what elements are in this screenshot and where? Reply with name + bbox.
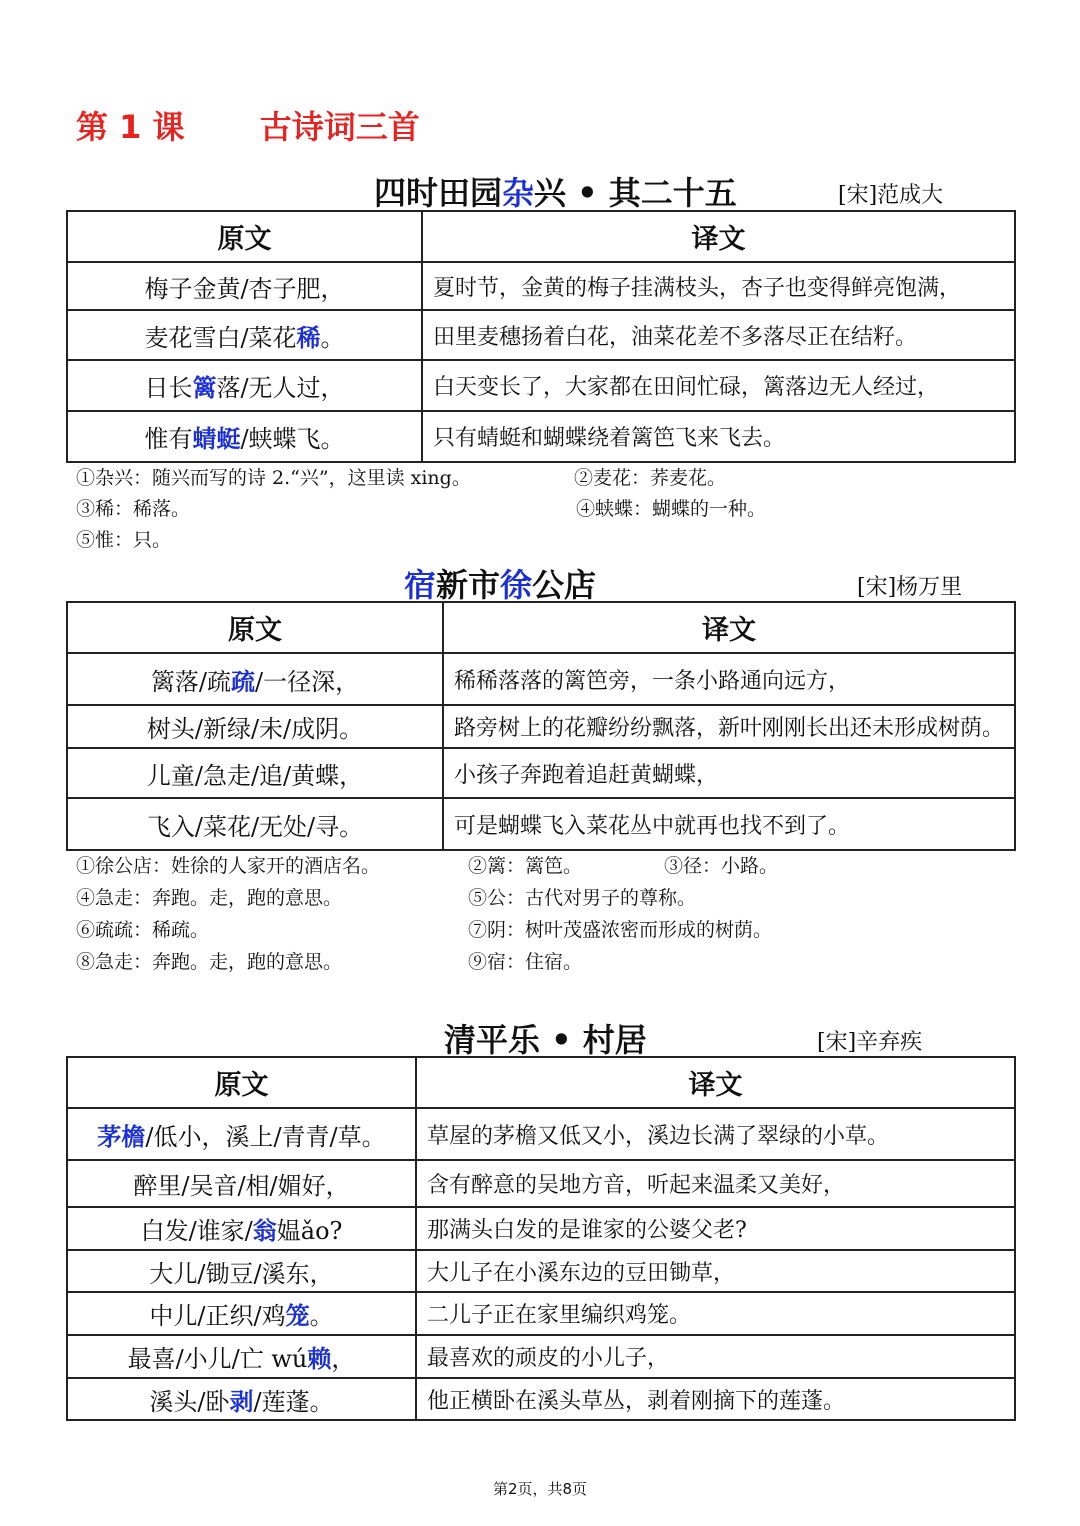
table-header-row [67, 1057, 1015, 1108]
highlighted-text: 篱 [192, 373, 217, 402]
poem-table [66, 1056, 1016, 1421]
note: ⑧急走：奔跑。走，跑的意思。 [76, 951, 343, 973]
text-segment: 中儿/正织/鸡 [149, 1302, 286, 1330]
lesson-heading [76, 102, 420, 148]
original-line [67, 1160, 416, 1207]
text-segment: 树头/新绿/未/成阴。 [146, 715, 364, 743]
text-segment: /一径深， [254, 667, 360, 696]
table-header-row [67, 602, 1015, 653]
text-segment: 麦花雪白/菜花 [144, 323, 297, 352]
text-segment: 。 [309, 1302, 334, 1330]
original-line [67, 1292, 416, 1335]
translation-line: 草屋的茅檐又低又小，溪边长满了翠绿的小草。 [416, 1108, 1015, 1160]
translation-line: 只有蜻蜓和蝴蝶绕着篱笆飞来飞去。 [422, 411, 1015, 462]
translation-line: 白天变长了，大家都在田间忙碌，篱落边无人经过， [422, 360, 1015, 411]
header-translation: 译文 [443, 602, 1015, 653]
header-original: 原文 [67, 602, 443, 653]
note: ②篱：篱笆。 [468, 855, 583, 877]
table-row [67, 705, 1015, 748]
original-line [67, 1207, 416, 1250]
translation-line: 大儿子在小溪东边的豆田锄草， [416, 1250, 1015, 1292]
original-line [67, 1108, 416, 1160]
text-segment: /低小，溪上/青青/草。 [145, 1122, 386, 1151]
highlighted-text: 翁 [252, 1216, 277, 1245]
table-row [67, 411, 1015, 462]
table-row [67, 360, 1015, 411]
text-segment: 公店 [532, 566, 597, 604]
poem-table [66, 210, 1016, 463]
text-segment: 溪头/卧 [149, 1387, 230, 1416]
translation-line: 稀稀落落的篱笆旁，一条小路通向远方， [443, 653, 1015, 705]
page-footer: 第2页，共8页 [492, 1480, 588, 1498]
original-line [67, 411, 422, 462]
original-line [67, 1378, 416, 1420]
note: ③稀：稀落。 [76, 498, 191, 520]
original-line [67, 705, 443, 748]
note: ⑥疏疏：稀疏。 [76, 919, 210, 941]
highlighted-text: 稀 [296, 322, 321, 352]
highlighted-text: 宿 [404, 566, 437, 604]
translation-line: 路旁树上的花瓣纷纷飘落，新叶刚刚长出还未形成树荫。 [443, 705, 1015, 748]
highlighted-text: 剥 [229, 1386, 254, 1416]
note: ①徐公店：姓徐的人家开的酒店名。 [76, 855, 381, 877]
table-row [67, 310, 1015, 360]
original-line [67, 1335, 416, 1378]
table-row [67, 748, 1015, 798]
text-segment: 清平乐 • 村居 [444, 1021, 647, 1059]
table-row [67, 1250, 1015, 1292]
text-segment: 最喜/小儿/亡 wú [127, 1345, 308, 1373]
text-segment: 梅子金黄/杏子肥， [144, 274, 345, 303]
header-translation: 译文 [422, 211, 1015, 262]
original-line [67, 360, 422, 411]
translation-line: 田里麦穗扬着白花，油菜花差不多落尽正在结籽。 [422, 310, 1015, 360]
table-row [67, 1292, 1015, 1335]
table-row [67, 262, 1015, 310]
highlighted-text: 蜻蜓 [192, 424, 241, 453]
text-segment: 篱落/疏 [150, 667, 231, 696]
lesson-number: 第 1 课 [76, 108, 185, 146]
original-line [67, 748, 443, 798]
table-row [67, 1207, 1015, 1250]
original-line [67, 1250, 416, 1292]
lesson-title: 古诗词三首 [259, 108, 420, 146]
text-segment: 落/无人过， [216, 374, 345, 402]
original-line [67, 262, 422, 310]
table-row [67, 653, 1015, 705]
text-segment: ， [331, 1345, 356, 1373]
text-segment: 白发/谁家/ [140, 1217, 253, 1245]
note: ④蛱蝶：蝴蝶的一种。 [576, 498, 767, 520]
translation-line: 小孩子奔跑着追赶黄蝴蝶， [443, 748, 1015, 798]
text-segment: 新市 [436, 566, 501, 604]
text-segment: 四时田园 [374, 174, 503, 212]
header-original: 原文 [67, 1057, 416, 1108]
highlighted-text: 杂 [502, 174, 535, 212]
note: ③径：小路。 [664, 855, 779, 877]
text-segment: 儿童/急走/追/黄蝶， [146, 761, 364, 790]
translation-line: 二儿子正在家里编织鸡笼。 [416, 1292, 1015, 1335]
highlighted-text: 疏 [230, 666, 255, 696]
table-row [67, 1378, 1015, 1420]
note: ④急走：奔跑。走，跑的意思。 [76, 887, 343, 909]
note: ⑦阴：树叶茂盛浓密而形成的树荫。 [468, 919, 773, 941]
note: ⑤惟：只。 [76, 529, 172, 551]
table-header-row [67, 211, 1015, 262]
poem-title [444, 1015, 647, 1061]
poem-title [404, 560, 596, 606]
text-segment: 惟有 [144, 425, 193, 453]
table-row [67, 1335, 1015, 1378]
text-segment: 。 [320, 323, 345, 352]
original-line [67, 798, 443, 850]
translation-line: 最喜欢的顽皮的小儿子， [416, 1335, 1015, 1378]
text-segment: 兴 • 其二十五 [534, 174, 737, 212]
text-segment: 大儿/锄豆/溪东， [149, 1259, 334, 1288]
text-segment: 媪ǎo? [276, 1217, 343, 1245]
translation-line: 含有醉意的吴地方音，听起来温柔又美好， [416, 1160, 1015, 1207]
highlighted-text: 茅檐 [97, 1121, 146, 1151]
note: ⑨宿：住宿。 [468, 951, 583, 973]
highlighted-text: 赖 [307, 1344, 332, 1373]
header-translation: 译文 [416, 1057, 1015, 1108]
text-segment: /蛱蝶飞。 [240, 425, 345, 453]
text-segment: 日长 [144, 374, 193, 402]
poem-title [374, 168, 737, 214]
poem-author: [宋]辛弃疾 [817, 1030, 923, 1055]
translation-line: 可是蝴蝶飞入菜花丛中就再也找不到了。 [443, 798, 1015, 850]
highlighted-text: 笼 [285, 1301, 310, 1330]
note: ①杂兴：随兴而写的诗 2.“兴”，这里读 xing。 [76, 467, 471, 489]
poem-author: [宋]杨万里 [857, 575, 963, 600]
translation-line: 夏时节，金黄的梅子挂满枝头，杏子也变得鲜亮饱满， [422, 262, 1015, 310]
original-line [67, 653, 443, 705]
translation-line: 那满头白发的是谁家的公婆父老? [416, 1207, 1015, 1250]
header-original: 原文 [67, 211, 422, 262]
note: ②麦花：荞麦花。 [574, 467, 727, 489]
text-segment: 醉里/吴音/相/媚好， [133, 1172, 350, 1200]
table-row [67, 1160, 1015, 1207]
poem-table [66, 601, 1016, 851]
original-line [67, 310, 422, 360]
poem-author: [宋]范成大 [838, 183, 944, 208]
translation-line: 他正横卧在溪头草丛，剥着刚摘下的莲蓬。 [416, 1378, 1015, 1420]
text-segment: /莲蓬。 [253, 1387, 334, 1416]
table-row [67, 1108, 1015, 1160]
highlighted-text: 徐 [500, 566, 533, 604]
note: ⑤公：古代对男子的尊称。 [468, 887, 697, 909]
table-row [67, 798, 1015, 850]
text-segment: 飞入/菜花/无处/寻。 [146, 812, 364, 841]
